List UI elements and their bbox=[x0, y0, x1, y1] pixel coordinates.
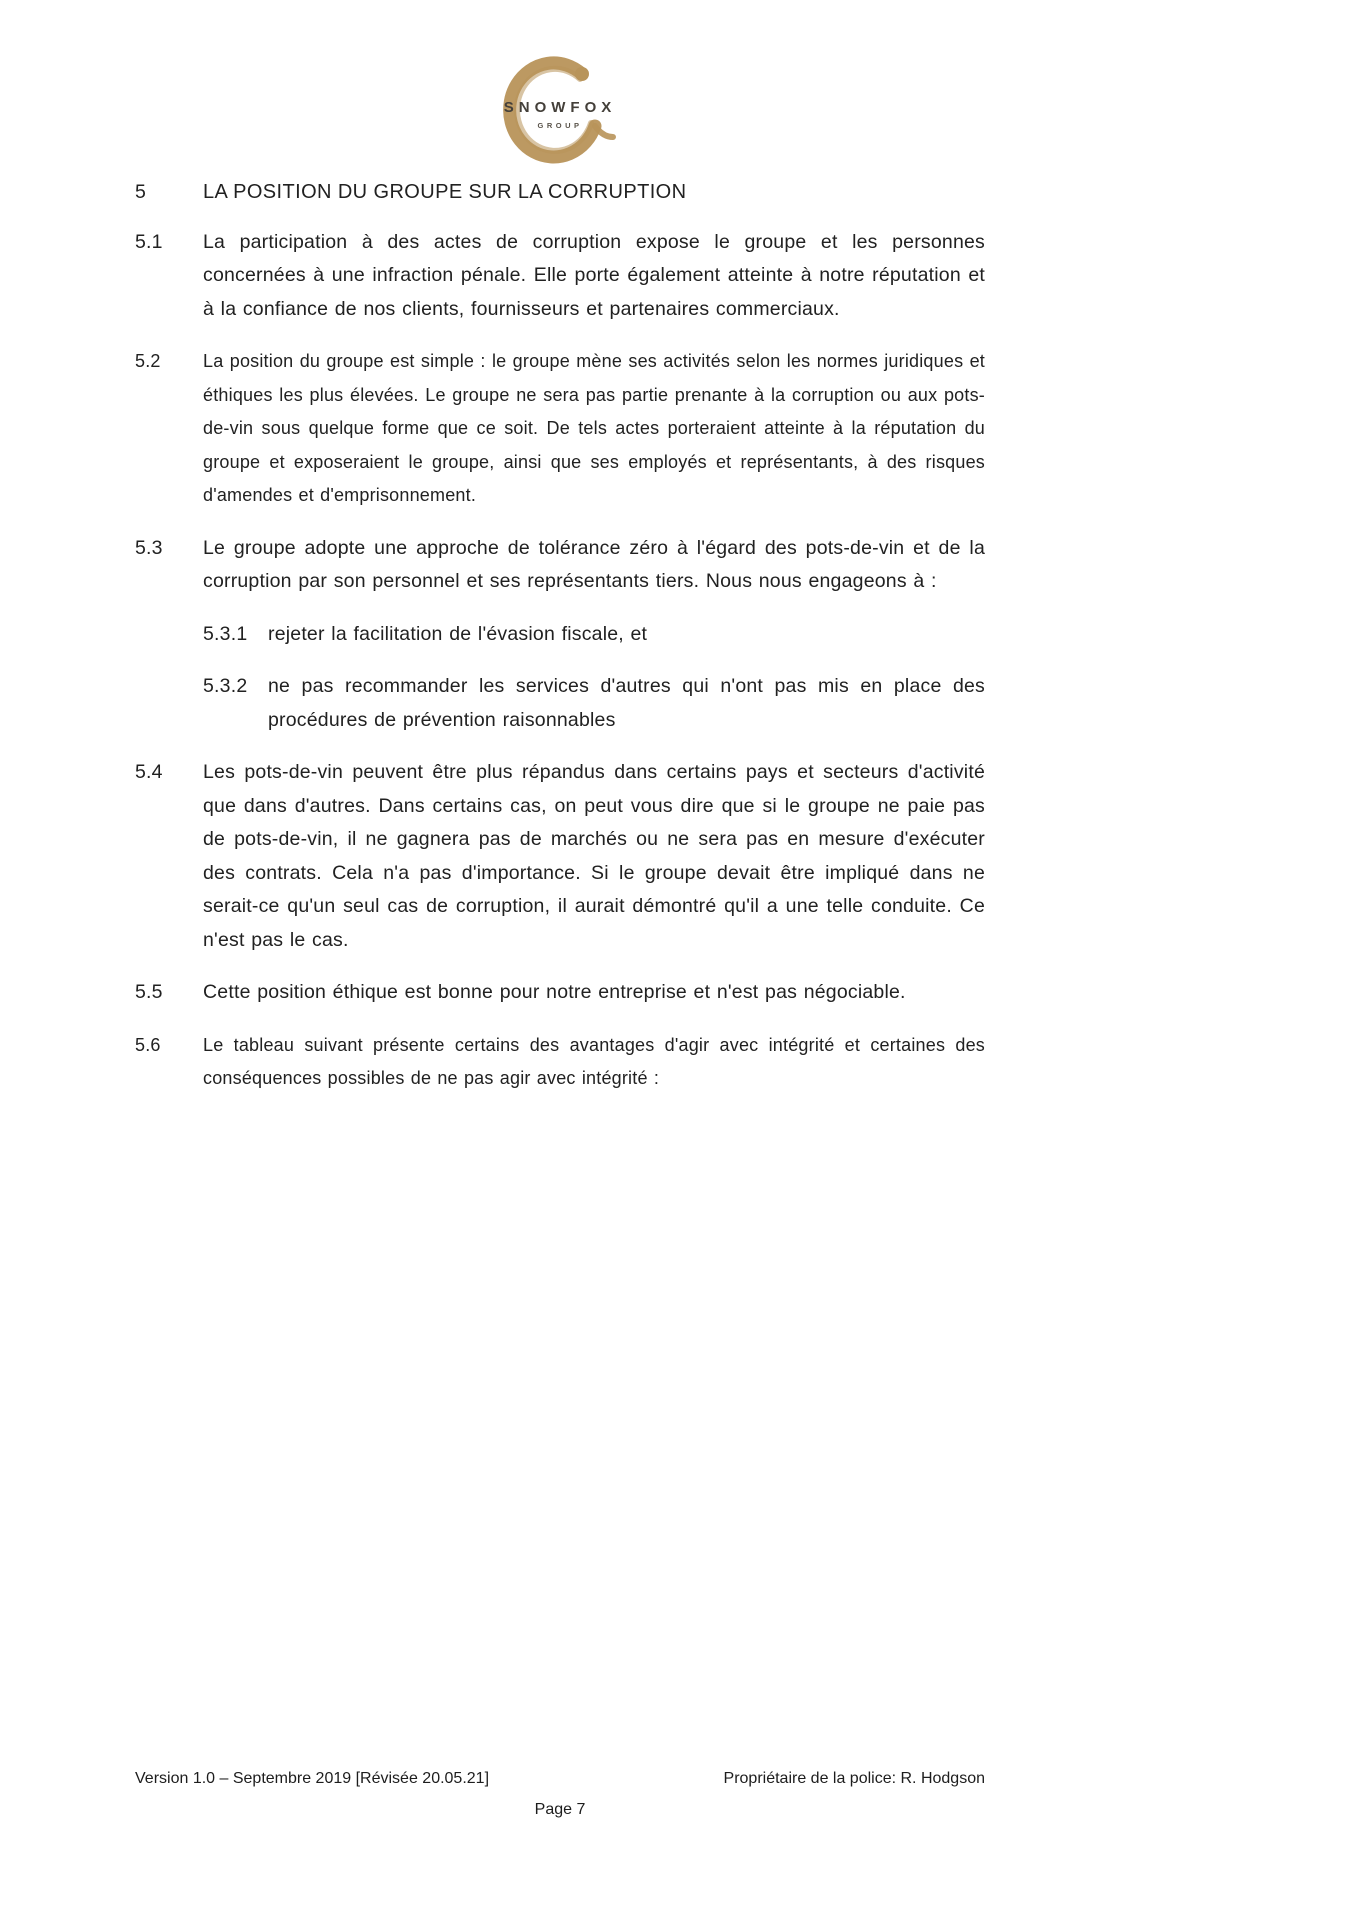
item-number: 5.3.1 bbox=[203, 622, 248, 645]
item-number: 5.6 bbox=[135, 1034, 161, 1055]
item-number: 5.1 bbox=[135, 230, 163, 253]
policy-item-5-3-1 bbox=[203, 618, 985, 652]
item-text: La position du groupe est simple : le groupe mène ses activités selon les normes juridiques et éthiques les plus élevées. Le groupe ne sera pas partie prenante à la corruption ou aux pots-de-vin sous quelque forme que ce soit. De tels actes porteraient atteinte à la réputation du groupe et exposeraient le groupe, ainsi que ses employés et représentants, à des risques d'amendes et d'emprisonnement. bbox=[203, 351, 985, 505]
page-footer bbox=[135, 1770, 985, 1819]
logo-sub-text: GROUP bbox=[537, 121, 583, 130]
policy-item-5-2 bbox=[135, 345, 985, 513]
footer-version: Version 1.0 – Septembre 2019 [Révisée 20.05.21] bbox=[135, 1770, 490, 1787]
section-heading bbox=[135, 176, 985, 210]
policy-item-5-1 bbox=[135, 226, 985, 327]
section-title: LA POSITION DU GROUPE SUR LA CORRUPTION bbox=[203, 181, 687, 203]
policy-item-5-4 bbox=[135, 756, 985, 957]
section-number: 5 bbox=[135, 181, 147, 203]
item-number: 5.4 bbox=[135, 761, 163, 783]
document-body bbox=[135, 176, 985, 1115]
item-number: 5.2 bbox=[135, 351, 161, 371]
item-text: Cette position éthique est bonne pour notre entreprise et n'est pas négociable. bbox=[203, 981, 906, 1003]
footer-owner: Propriétaire de la police: R. Hodgson bbox=[723, 1770, 985, 1787]
logo bbox=[135, 48, 985, 170]
item-number: 5.5 bbox=[135, 981, 163, 1003]
snowfox-logo-icon bbox=[494, 48, 626, 170]
item-text: Le tableau suivant présente certains des avantages d'agir avec intégrité et certaines des conséquences possibles de ne pas agir avec intégrité : bbox=[203, 1034, 985, 1088]
item-number: 5.3 bbox=[135, 536, 163, 559]
policy-item-5-5 bbox=[135, 976, 985, 1010]
policy-item-5-6 bbox=[135, 1029, 985, 1096]
item-text: La participation à des actes de corruption expose le groupe et les personnes concernées à une infraction pénale. Elle porte également atteinte à notre réputation et à la confiance de nos clients, fournisseurs et partenaires commerciaux. bbox=[203, 230, 985, 320]
logo-brand-text: SNOWFOX bbox=[503, 99, 617, 116]
footer-line bbox=[135, 1770, 985, 1788]
item-text: Les pots-de-vin peuvent être plus répandus dans certains pays et secteurs d'activité que dans d'autres. Dans certains cas, on peut vous dire que si le groupe ne paie pas de pots-de-vin, il ne gagnera pas de marchés ou ne sera pas en mesure d'exécuter des contrats. Cela n'a pas d'importance. Si le groupe devait être impliqué dans ne serait-ce qu'un seul cas de corruption, il aurait démontré qu'il a une telle conduite. Ce n'est pas le cas. bbox=[203, 761, 985, 951]
item-number: 5.3.2 bbox=[203, 675, 248, 697]
page-number: Page 7 bbox=[534, 1801, 586, 1818]
item-text: Le groupe adopte une approche de tolérance zéro à l'égard des pots-de-vin et de la corruption par son personnel et ses représentants tiers. Nous nous engageons à : bbox=[203, 536, 985, 592]
policy-item-5-3 bbox=[135, 532, 985, 599]
item-text: rejeter la facilitation de l'évasion fiscale, et bbox=[268, 622, 648, 645]
item-text: ne pas recommander les services d'autres qui n'ont pas mis en place des procédures de prévention raisonnables bbox=[268, 675, 985, 731]
policy-item-5-3-2 bbox=[203, 670, 985, 737]
